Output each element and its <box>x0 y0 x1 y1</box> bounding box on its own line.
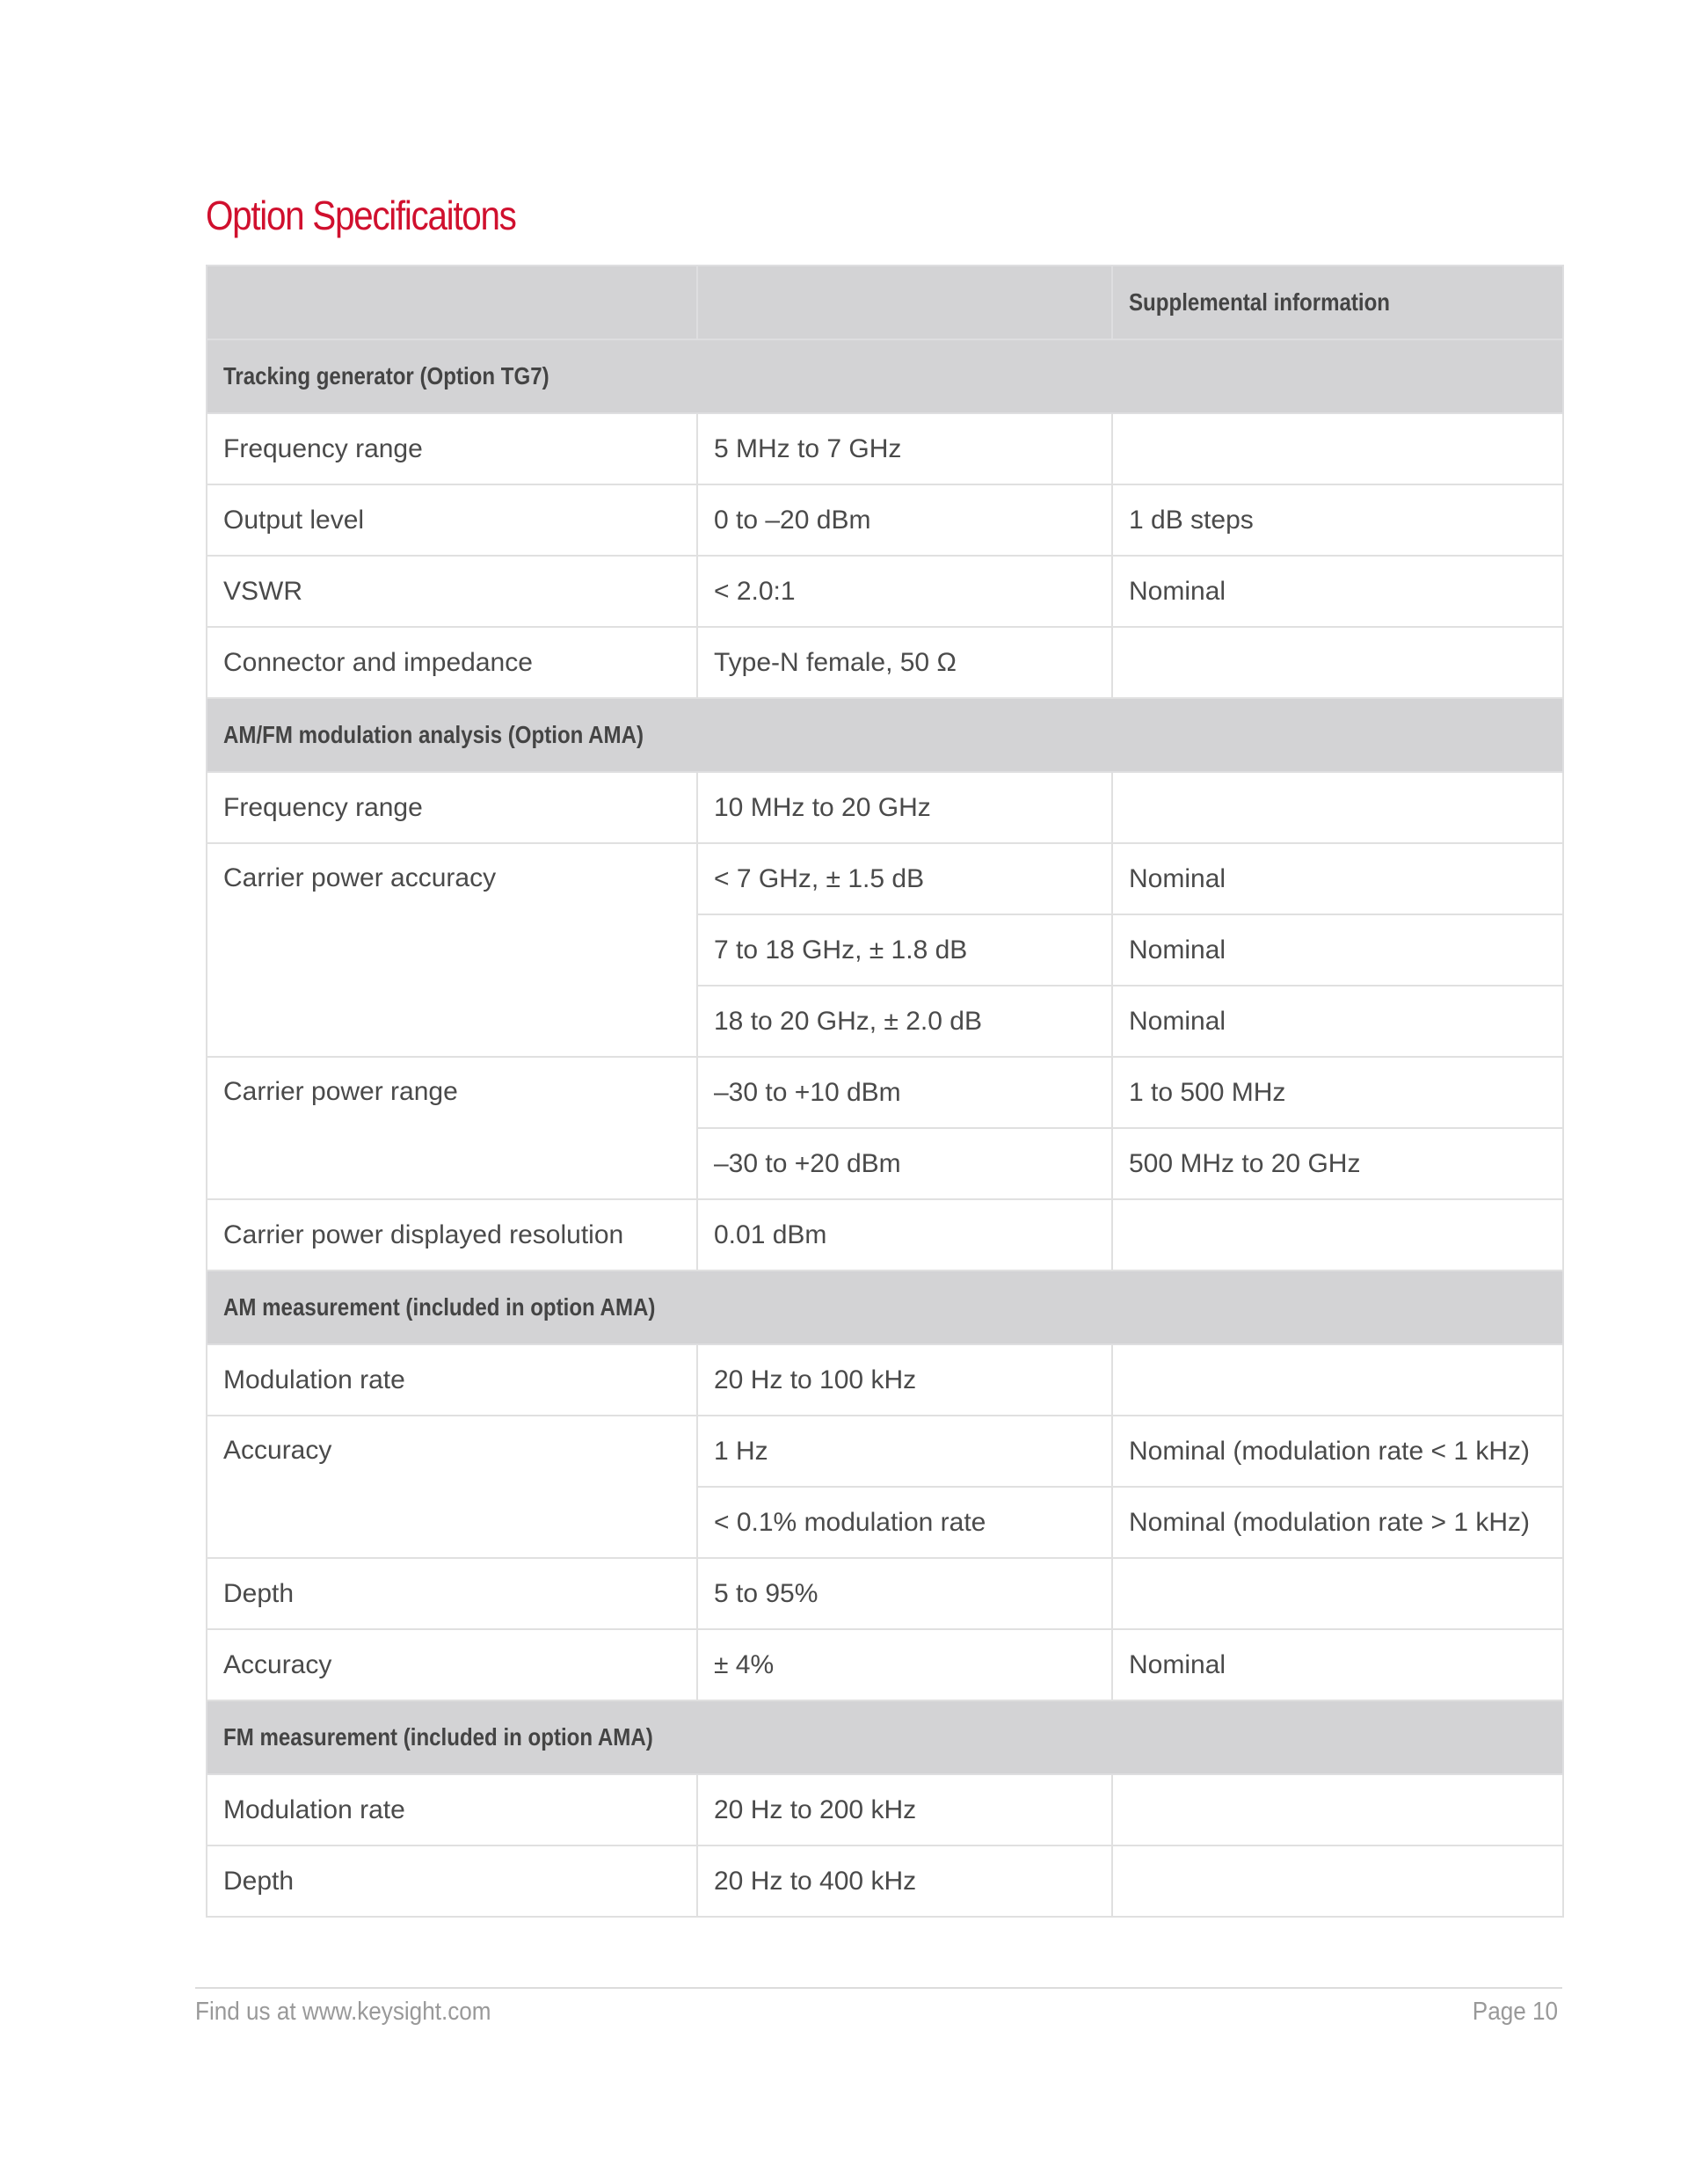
spec-table <box>206 265 1564 1918</box>
table-row: Modulation rate 20 Hz to 200 kHz <box>207 1774 1563 1845</box>
table-row: Frequency range 10 MHz to 20 GHz <box>207 772 1563 843</box>
section-header: AM/FM modulation analysis (Option AMA) <box>207 698 1563 772</box>
footer-divider <box>195 1987 1562 1989</box>
table-row: Depth 5 to 95% <box>207 1558 1563 1629</box>
table-row: VSWR < 2.0:1 Nominal <box>207 556 1563 627</box>
page-number: Page 10 <box>1472 1998 1558 2026</box>
table-row: Carrier power displayed resolution 0.01 dBm <box>207 1199 1563 1270</box>
section-header: FM measurement (included in option AMA) <box>207 1700 1563 1774</box>
table-row: Carrier power range –30 to +10 dBm 1 to 500 MHz <box>207 1057 1563 1128</box>
table-row: Accuracy ± 4% Nominal <box>207 1629 1563 1700</box>
table-header <box>207 266 1563 339</box>
table-row: Carrier power accuracy < 7 GHz, ± 1.5 dB Nominal <box>207 843 1563 914</box>
table-row: Frequency range 5 MHz to 7 GHz <box>207 413 1563 484</box>
footer-website[interactable]: Find us at www.keysight.com <box>195 1998 491 2026</box>
table-row: Connector and impedance Type-N female, 50 Ω <box>207 627 1563 698</box>
table-row: 18 to 20 GHz, ± 2.0 dB Nominal <box>207 986 1563 1057</box>
table-row: Accuracy 1 Hz Nominal (modulation rate < 1 kHz) <box>207 1416 1563 1487</box>
page-title: Option Specificaitons <box>206 193 516 238</box>
table-row: 7 to 18 GHz, ± 1.8 dB Nominal <box>207 914 1563 986</box>
section-header: Tracking generator (Option TG7) <box>207 339 1563 413</box>
table-row: –30 to +20 dBm 500 MHz to 20 GHz <box>207 1128 1563 1199</box>
header-supplemental: Supplemental information <box>1129 288 1391 316</box>
table-row: Depth 20 Hz to 400 kHz <box>207 1845 1563 1917</box>
table-row: Output level 0 to –20 dBm 1 dB steps <box>207 484 1563 556</box>
section-header: AM measurement (included in option AMA) <box>207 1270 1563 1344</box>
table-row: < 0.1% modulation rate Nominal (modulation rate > 1 kHz) <box>207 1487 1563 1558</box>
table-row: Modulation rate 20 Hz to 100 kHz <box>207 1344 1563 1416</box>
